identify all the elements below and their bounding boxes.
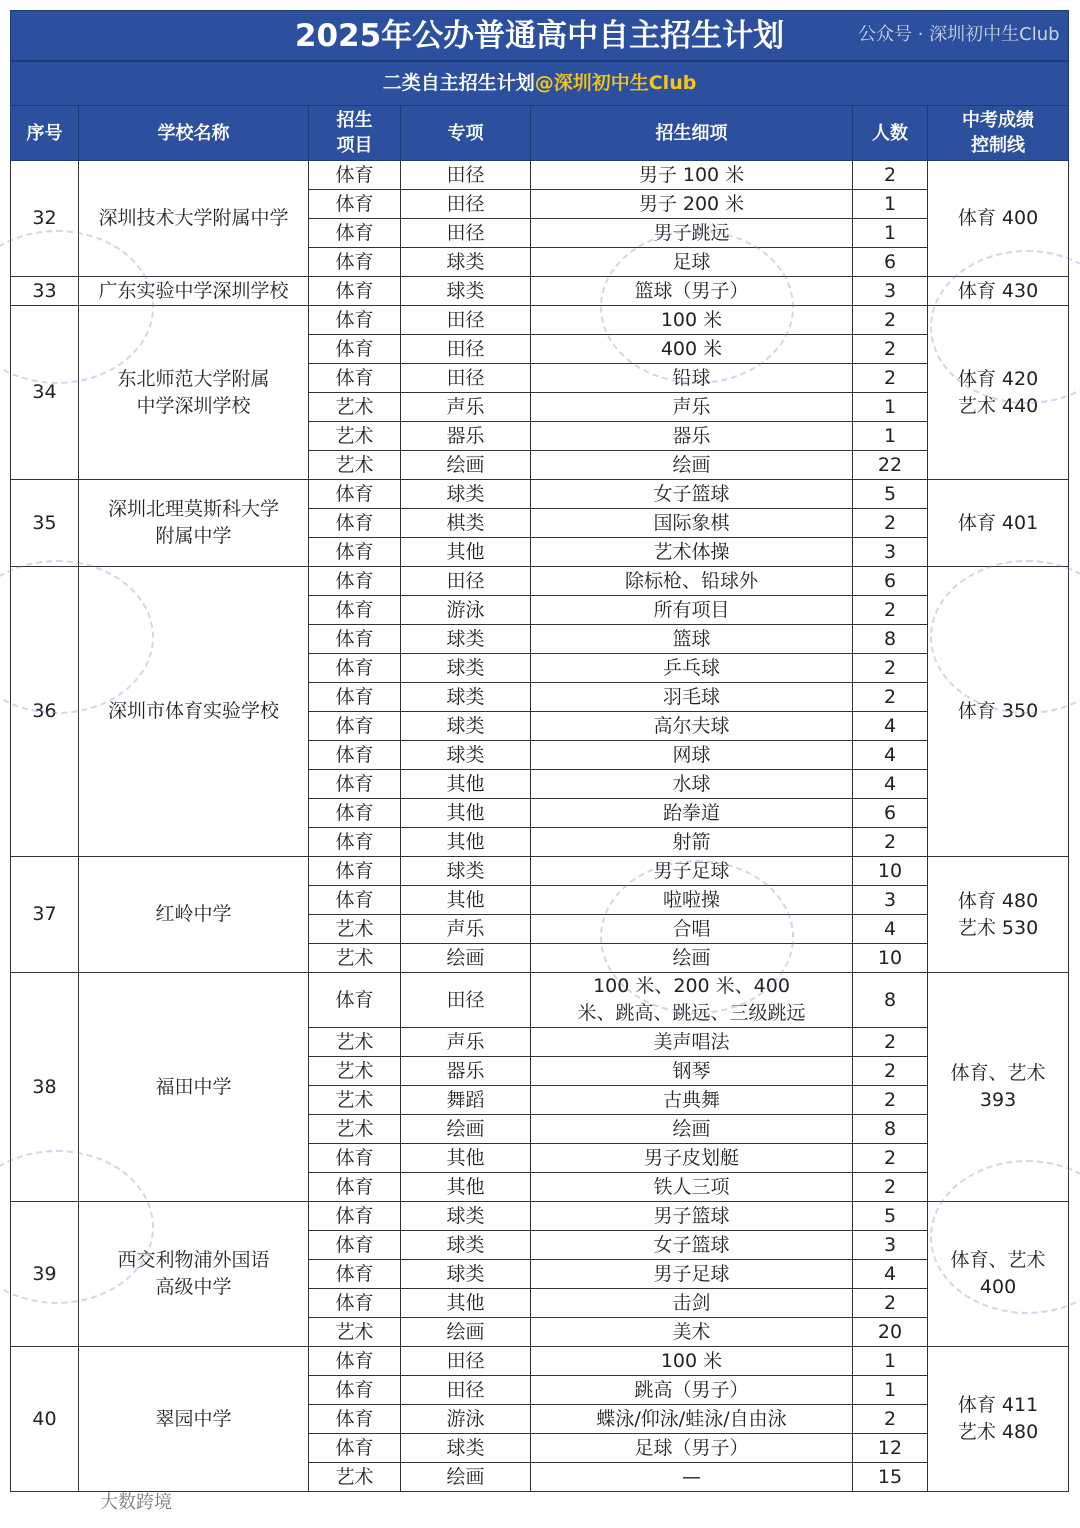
detail: 男子 100 米	[531, 161, 853, 190]
count: 1	[853, 393, 928, 422]
school-name: 福田中学	[79, 973, 309, 1202]
category: 体育	[309, 306, 401, 335]
school-name: 深圳技术大学附属中学	[79, 161, 309, 277]
detail: 男子跳远	[531, 219, 853, 248]
category: 体育	[309, 1202, 401, 1231]
category: 艺术	[309, 393, 401, 422]
category: 艺术	[309, 451, 401, 480]
specialty: 其他	[401, 1289, 531, 1318]
count: 1	[853, 422, 928, 451]
count: 10	[853, 944, 928, 973]
detail: 女子篮球	[531, 480, 853, 509]
count: 4	[853, 770, 928, 799]
specialty: 田径	[401, 219, 531, 248]
count: 5	[853, 1202, 928, 1231]
school-number: 33	[11, 277, 79, 306]
score-line: 体育、艺术 393	[928, 973, 1069, 1202]
detail: 艺术体操	[531, 538, 853, 567]
category: 体育	[309, 219, 401, 248]
count: 2	[853, 306, 928, 335]
school-number: 35	[11, 480, 79, 567]
count: 3	[853, 1231, 928, 1260]
table-row	[11, 480, 1069, 509]
count: 4	[853, 1260, 928, 1289]
specialty: 田径	[401, 1376, 531, 1405]
specialty: 声乐	[401, 915, 531, 944]
school-number: 34	[11, 306, 79, 480]
specialty: 球类	[401, 248, 531, 277]
category: 艺术	[309, 422, 401, 451]
specialty: 声乐	[401, 393, 531, 422]
school-number: 38	[11, 973, 79, 1202]
detail: 所有项目	[531, 596, 853, 625]
specialty: 游泳	[401, 596, 531, 625]
category: 艺术	[309, 915, 401, 944]
table-body	[11, 161, 1069, 1492]
category: 体育	[309, 1173, 401, 1202]
count: 5	[853, 480, 928, 509]
specialty: 田径	[401, 161, 531, 190]
category: 体育	[309, 1405, 401, 1434]
specialty: 球类	[401, 1260, 531, 1289]
detail: 射箭	[531, 828, 853, 857]
detail: 美声唱法	[531, 1028, 853, 1057]
corner-mark: 大数跨境	[100, 1492, 172, 1513]
count: 2	[853, 1289, 928, 1318]
specialty: 绘画	[401, 1463, 531, 1492]
score-line: 体育 480 艺术 530	[928, 857, 1069, 973]
count: 4	[853, 712, 928, 741]
category: 体育	[309, 509, 401, 538]
specialty: 球类	[401, 480, 531, 509]
detail: 男子篮球	[531, 1202, 853, 1231]
category: 体育	[309, 480, 401, 509]
count: 20	[853, 1318, 928, 1347]
category: 艺术	[309, 1115, 401, 1144]
category: 体育	[309, 625, 401, 654]
specialty: 田径	[401, 306, 531, 335]
score-line: 体育 411 艺术 480	[928, 1347, 1069, 1492]
specialty: 球类	[401, 654, 531, 683]
count: 6	[853, 567, 928, 596]
score-line: 体育 400	[928, 161, 1069, 277]
count: 2	[853, 596, 928, 625]
score-line: 体育 430	[928, 277, 1069, 306]
detail: 男子足球	[531, 857, 853, 886]
specialty: 其他	[401, 828, 531, 857]
category: 艺术	[309, 1028, 401, 1057]
table-row	[11, 277, 1069, 306]
specialty: 球类	[401, 857, 531, 886]
count: 10	[853, 857, 928, 886]
school-name: 西交利物浦外国语 高级中学	[79, 1202, 309, 1347]
specialty: 球类	[401, 1434, 531, 1463]
count: 2	[853, 654, 928, 683]
category: 体育	[309, 799, 401, 828]
specialty: 球类	[401, 277, 531, 306]
school-name: 深圳北理莫斯科大学 附属中学	[79, 480, 309, 567]
category: 体育	[309, 857, 401, 886]
category: 艺术	[309, 1057, 401, 1086]
specialty: 田径	[401, 335, 531, 364]
school-name: 广东实验中学深圳学校	[79, 277, 309, 306]
category: 体育	[309, 567, 401, 596]
category: 体育	[309, 190, 401, 219]
specialty: 田径	[401, 1347, 531, 1376]
category: 体育	[309, 1144, 401, 1173]
col-count-header: 人数	[853, 106, 928, 161]
count: 2	[853, 683, 928, 712]
category: 体育	[309, 538, 401, 567]
school-name: 深圳市体育实验学校	[79, 567, 309, 857]
specialty: 器乐	[401, 1057, 531, 1086]
count: 3	[853, 277, 928, 306]
detail: 击剑	[531, 1289, 853, 1318]
category: 艺术	[309, 1086, 401, 1115]
detail: 网球	[531, 741, 853, 770]
category: 体育	[309, 828, 401, 857]
detail: 啦啦操	[531, 886, 853, 915]
count: 6	[853, 248, 928, 277]
specialty: 舞蹈	[401, 1086, 531, 1115]
column-headers	[11, 106, 1069, 161]
school-number: 39	[11, 1202, 79, 1347]
specialty: 球类	[401, 1231, 531, 1260]
specialty: 绘画	[401, 451, 531, 480]
specialty: 球类	[401, 741, 531, 770]
detail: 篮球（男子）	[531, 277, 853, 306]
count: 2	[853, 509, 928, 538]
detail: 跳高（男子）	[531, 1376, 853, 1405]
count: 2	[853, 161, 928, 190]
category: 体育	[309, 1260, 401, 1289]
category: 体育	[309, 683, 401, 712]
detail: 蝶泳/仰泳/蛙泳/自由泳	[531, 1405, 853, 1434]
detail: 绘画	[531, 1115, 853, 1144]
count: 1	[853, 1376, 928, 1405]
detail: 足球	[531, 248, 853, 277]
specialty: 球类	[401, 1202, 531, 1231]
specialty: 棋类	[401, 509, 531, 538]
detail: 乒乓球	[531, 654, 853, 683]
specialty: 其他	[401, 770, 531, 799]
count: 8	[853, 1115, 928, 1144]
count: 6	[853, 799, 928, 828]
specialty: 其他	[401, 886, 531, 915]
score-line: 体育 350	[928, 567, 1069, 857]
category: 艺术	[309, 944, 401, 973]
count: 2	[853, 364, 928, 393]
specialty: 其他	[401, 1144, 531, 1173]
subtitle	[11, 61, 1069, 106]
detail: 声乐	[531, 393, 853, 422]
category: 体育	[309, 335, 401, 364]
detail: 合唱	[531, 915, 853, 944]
count: 2	[853, 828, 928, 857]
score-line: 体育、艺术 400	[928, 1202, 1069, 1347]
table-row	[11, 306, 1069, 335]
category: 体育	[309, 248, 401, 277]
category: 体育	[309, 1434, 401, 1463]
count: 22	[853, 451, 928, 480]
col-detail-header: 招生细项	[531, 106, 853, 161]
col-no-header: 序号	[11, 106, 79, 161]
detail: 女子篮球	[531, 1231, 853, 1260]
specialty: 球类	[401, 625, 531, 654]
category: 体育	[309, 161, 401, 190]
subtitle-text: 二类自主招生计划	[382, 72, 535, 94]
detail: —	[531, 1463, 853, 1492]
specialty: 其他	[401, 799, 531, 828]
category: 艺术	[309, 1318, 401, 1347]
count: 1	[853, 190, 928, 219]
detail: 男子足球	[531, 1260, 853, 1289]
category: 体育	[309, 277, 401, 306]
specialty: 田径	[401, 567, 531, 596]
detail: 铅球	[531, 364, 853, 393]
school-name: 东北师范大学附属 中学深圳学校	[79, 306, 309, 480]
school-name: 翠园中学	[79, 1347, 309, 1492]
detail: 100 米、200 米、400 米、跳高、跳远、三级跳远	[531, 973, 853, 1028]
school-number: 36	[11, 567, 79, 857]
specialty: 田径	[401, 973, 531, 1028]
category: 体育	[309, 364, 401, 393]
table-row	[11, 857, 1069, 886]
specialty: 绘画	[401, 944, 531, 973]
specialty: 绘画	[401, 1318, 531, 1347]
col-school-header: 学校名称	[79, 106, 309, 161]
count: 2	[853, 335, 928, 364]
table-row	[11, 973, 1069, 1028]
count: 3	[853, 538, 928, 567]
watermark-text: 公众号 · 深圳初中生Club	[858, 24, 1060, 45]
category: 体育	[309, 1231, 401, 1260]
table-row	[11, 567, 1069, 596]
category: 体育	[309, 973, 401, 1028]
specialty: 球类	[401, 712, 531, 741]
detail: 篮球	[531, 625, 853, 654]
specialty: 球类	[401, 683, 531, 712]
admission-table	[10, 10, 1069, 1492]
school-number: 32	[11, 161, 79, 277]
col-score-line-header: 中考成绩 控制线	[928, 106, 1069, 161]
count: 1	[853, 219, 928, 248]
detail: 羽毛球	[531, 683, 853, 712]
specialty: 田径	[401, 190, 531, 219]
detail: 钢琴	[531, 1057, 853, 1086]
count: 2	[853, 1086, 928, 1115]
table-row	[11, 161, 1069, 190]
category: 体育	[309, 596, 401, 625]
count: 2	[853, 1144, 928, 1173]
detail: 美术	[531, 1318, 853, 1347]
count: 4	[853, 741, 928, 770]
detail: 器乐	[531, 422, 853, 451]
detail: 国际象棋	[531, 509, 853, 538]
category: 体育	[309, 1347, 401, 1376]
detail: 足球（男子）	[531, 1434, 853, 1463]
brand-tag: @深圳初中生Club	[534, 72, 697, 94]
detail: 水球	[531, 770, 853, 799]
specialty: 游泳	[401, 1405, 531, 1434]
detail: 绘画	[531, 451, 853, 480]
category: 体育	[309, 1376, 401, 1405]
count: 4	[853, 915, 928, 944]
category: 艺术	[309, 1463, 401, 1492]
school-number: 40	[11, 1347, 79, 1492]
category: 体育	[309, 654, 401, 683]
detail: 绘画	[531, 944, 853, 973]
detail: 男子皮划艇	[531, 1144, 853, 1173]
table-row	[11, 1347, 1069, 1376]
count: 2	[853, 1405, 928, 1434]
count: 8	[853, 625, 928, 654]
detail: 100 米	[531, 306, 853, 335]
count: 2	[853, 1057, 928, 1086]
col-category-header: 招生 项目	[309, 106, 401, 161]
category: 体育	[309, 712, 401, 741]
detail: 400 米	[531, 335, 853, 364]
detail: 跆拳道	[531, 799, 853, 828]
admission-plan-document	[10, 10, 1068, 1492]
specialty: 其他	[401, 538, 531, 567]
count: 3	[853, 886, 928, 915]
category: 体育	[309, 741, 401, 770]
count: 8	[853, 973, 928, 1028]
detail: 铁人三项	[531, 1173, 853, 1202]
category: 体育	[309, 886, 401, 915]
score-line: 体育 420 艺术 440	[928, 306, 1069, 480]
count: 2	[853, 1028, 928, 1057]
category: 体育	[309, 770, 401, 799]
count: 15	[853, 1463, 928, 1492]
col-specialty-header: 专项	[401, 106, 531, 161]
page-title: 2025年公办普通高中自主招生计划	[11, 11, 1069, 62]
category: 体育	[309, 1289, 401, 1318]
school-name: 红岭中学	[79, 857, 309, 973]
school-number: 37	[11, 857, 79, 973]
detail: 古典舞	[531, 1086, 853, 1115]
specialty: 田径	[401, 364, 531, 393]
specialty: 绘画	[401, 1115, 531, 1144]
count: 12	[853, 1434, 928, 1463]
detail: 男子 200 米	[531, 190, 853, 219]
score-line: 体育 401	[928, 480, 1069, 567]
table-row	[11, 1202, 1069, 1231]
detail: 除标枪、铅球外	[531, 567, 853, 596]
specialty: 其他	[401, 1173, 531, 1202]
detail: 高尔夫球	[531, 712, 853, 741]
specialty: 声乐	[401, 1028, 531, 1057]
count: 2	[853, 1173, 928, 1202]
detail: 100 米	[531, 1347, 853, 1376]
specialty: 器乐	[401, 422, 531, 451]
count: 1	[853, 1347, 928, 1376]
